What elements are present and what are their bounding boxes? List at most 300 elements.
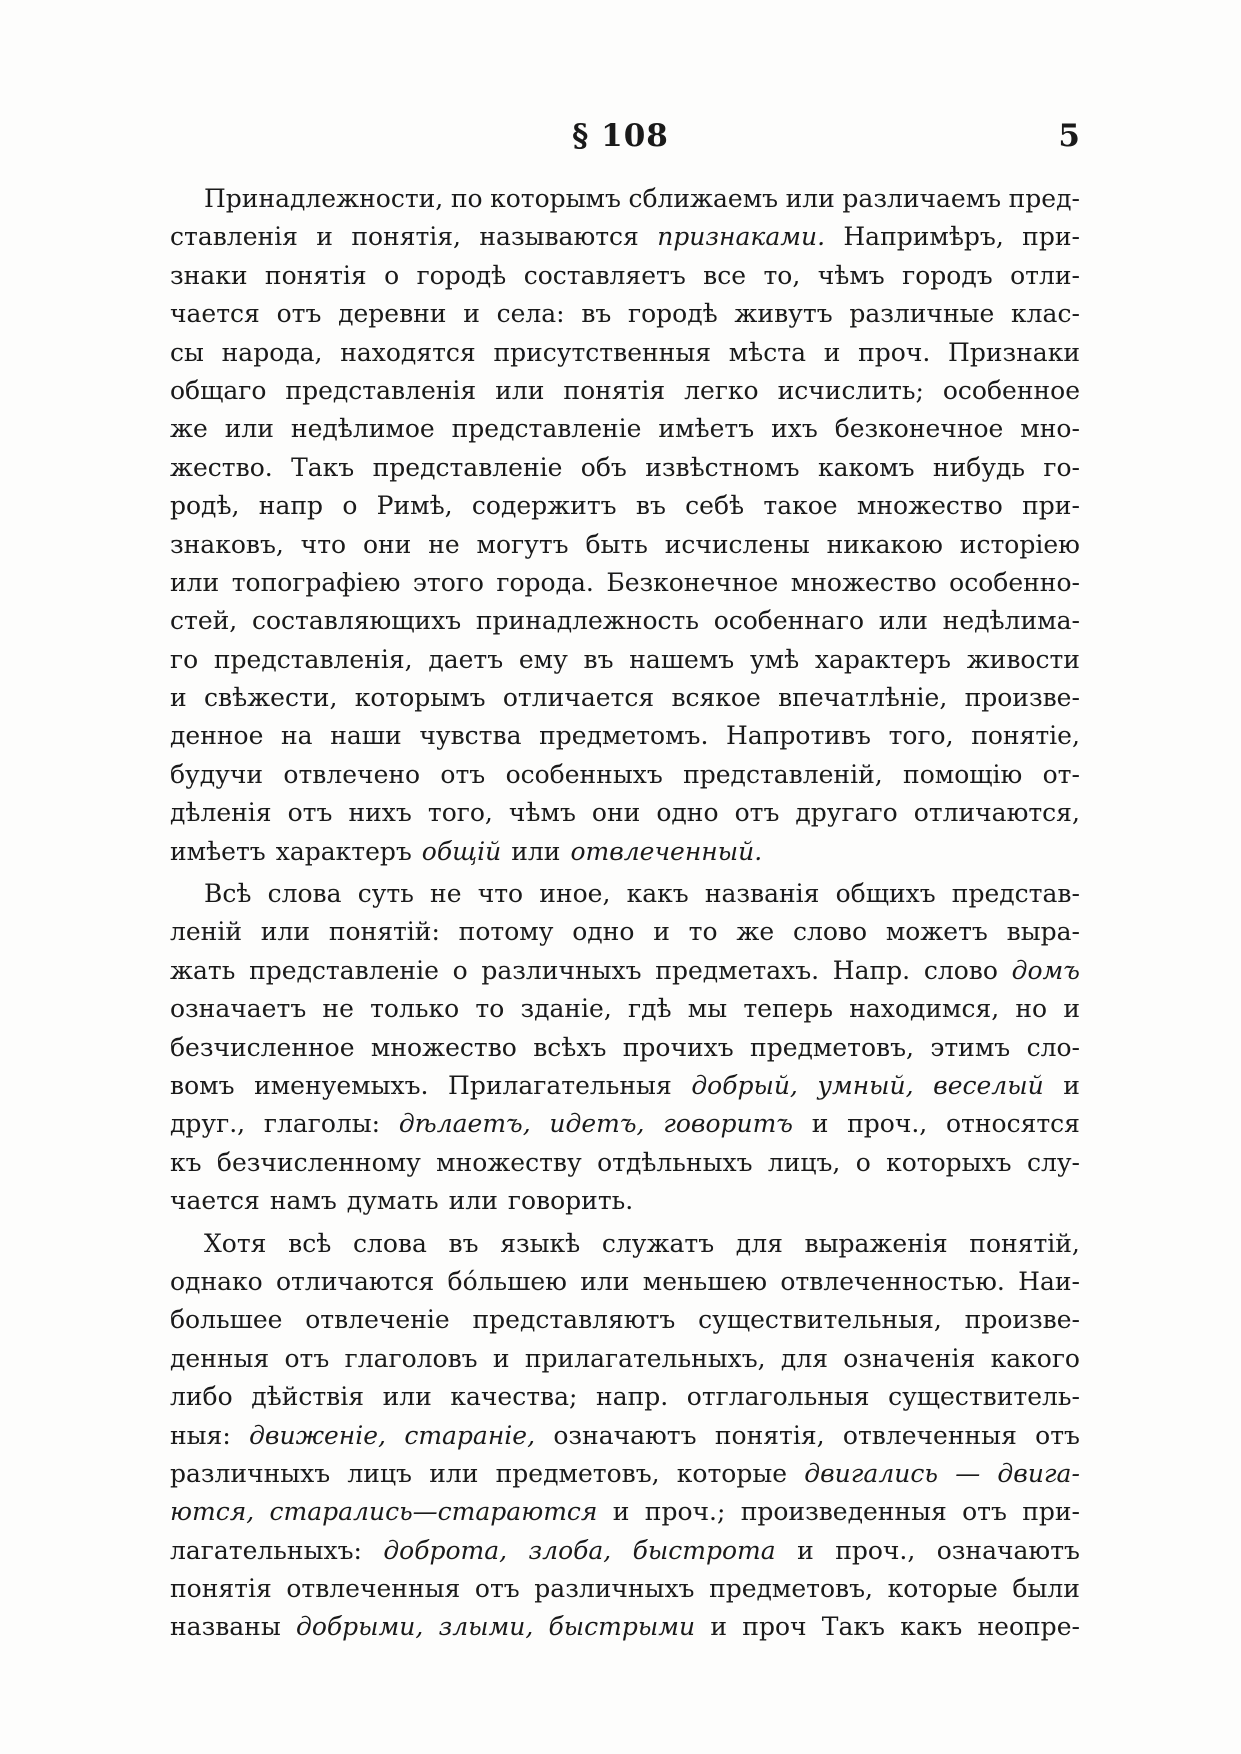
- text-line: [170, 1225, 1080, 1263]
- text-line: [170, 257, 1080, 295]
- word: вомъ: [170, 1070, 235, 1100]
- word: помощію: [903, 759, 1023, 789]
- word: этого: [412, 567, 484, 597]
- word: представленія: [285, 375, 477, 405]
- word: слу-: [1026, 1147, 1080, 1177]
- word: которые: [887, 1574, 998, 1604]
- text-line: [170, 564, 1080, 602]
- word: городѣ: [628, 299, 718, 329]
- word: безчисленное: [170, 1032, 355, 1062]
- word: отъ: [440, 759, 486, 789]
- text-line: [170, 794, 1080, 832]
- italic-word: добрый,: [691, 1070, 798, 1100]
- word: Всѣ: [204, 879, 252, 909]
- word: всѣ: [288, 1228, 332, 1258]
- word: и: [811, 1109, 829, 1139]
- word: представляютъ: [472, 1305, 676, 1335]
- word: чѣмъ: [817, 260, 885, 290]
- word: народа,: [221, 337, 323, 367]
- word: от-: [1042, 759, 1080, 789]
- word: и: [653, 917, 670, 947]
- word: въ: [583, 644, 614, 674]
- word: глаголы:: [263, 1109, 381, 1139]
- word: отвлеченныя: [842, 1420, 1017, 1450]
- word: денное: [170, 721, 264, 751]
- word: родѣ,: [170, 491, 240, 521]
- word: о: [384, 260, 400, 290]
- word: при-: [1022, 1497, 1080, 1527]
- italic-word: добрыми,: [296, 1612, 424, 1642]
- word: какъ: [626, 879, 689, 909]
- italic-word: доброта,: [383, 1535, 508, 1565]
- word: понятія: [264, 260, 367, 290]
- word: особеннаго: [713, 606, 865, 636]
- word: и: [797, 1535, 814, 1565]
- word: они: [591, 798, 641, 828]
- word: выра-: [1006, 917, 1080, 947]
- word: представленіе: [372, 452, 563, 482]
- text-line: [170, 526, 1080, 564]
- word: знаки: [170, 260, 248, 290]
- word: Напримѣръ,: [843, 222, 1004, 252]
- word: Принадлежности,: [204, 184, 444, 213]
- word: отличается: [502, 683, 655, 713]
- word: напр: [258, 491, 324, 521]
- word: и: [463, 299, 480, 329]
- word: лицъ: [347, 1458, 412, 1488]
- word: городъ: [902, 260, 993, 290]
- word: всѣхъ: [533, 1032, 607, 1062]
- word: дѣйствія: [251, 1382, 365, 1412]
- word: различныхъ: [170, 1458, 331, 1488]
- word: представленіе: [249, 955, 439, 985]
- text-line: [170, 180, 1080, 218]
- word: проч.: [858, 337, 931, 367]
- word: общихъ: [835, 879, 936, 909]
- word: исчислены: [664, 529, 810, 559]
- word: и: [710, 1612, 728, 1642]
- word: понятія: [170, 1574, 272, 1604]
- word: исторіею: [959, 529, 1080, 559]
- word: принадлежность: [475, 606, 699, 636]
- text-line: [170, 410, 1080, 448]
- text-line: [170, 1182, 1080, 1220]
- word: различаемъ: [842, 184, 1002, 213]
- word: ихъ: [771, 414, 818, 444]
- word: означенія: [843, 1343, 976, 1373]
- word: составляетъ: [523, 260, 686, 290]
- word: себѣ: [685, 491, 745, 521]
- word: то: [688, 917, 718, 947]
- word: которыхъ: [886, 1147, 1012, 1177]
- word: городѣ: [416, 260, 507, 290]
- word: стей,: [170, 606, 238, 636]
- word: наши: [330, 721, 402, 751]
- text-line: [170, 449, 1080, 487]
- text-line: [170, 1570, 1080, 1608]
- word: не: [428, 529, 460, 559]
- word: пред-: [1008, 184, 1080, 213]
- word: множество: [790, 567, 937, 597]
- word: этимъ: [930, 1032, 1011, 1062]
- word: нибудь: [932, 452, 1025, 482]
- paragraph: [170, 1225, 1080, 1647]
- word: были: [1012, 1574, 1080, 1604]
- word: мѣста: [728, 337, 806, 367]
- word: различныхъ: [481, 955, 642, 985]
- word: выраженія: [804, 1228, 948, 1258]
- word: для: [735, 1228, 783, 1258]
- italic-word: злыми,: [438, 1612, 534, 1642]
- word: какъ: [900, 1612, 963, 1642]
- word: относятся: [945, 1109, 1080, 1139]
- italic-word: старались—стараются: [269, 1497, 598, 1527]
- word: или: [878, 606, 928, 636]
- word: знаковъ,: [170, 529, 284, 559]
- word: характеръ: [275, 836, 412, 866]
- word: объ: [580, 452, 627, 482]
- word: никакою: [826, 529, 943, 559]
- word: находятся: [340, 337, 476, 367]
- word: отглагольныя: [686, 1382, 870, 1412]
- word: множество: [370, 1032, 517, 1062]
- text-line: [170, 1493, 1080, 1531]
- word: отъ: [276, 299, 322, 329]
- word: живости: [966, 644, 1080, 674]
- word: о: [855, 1147, 871, 1177]
- word: проч.;: [644, 1497, 726, 1527]
- word: въ: [448, 1228, 479, 1258]
- word: меньшею: [642, 1266, 768, 1296]
- word: ныя:: [170, 1420, 231, 1450]
- text-line: [170, 1532, 1080, 1570]
- word: отвлеченныя: [286, 1574, 461, 1604]
- word: впечатлѣніе,: [778, 683, 948, 713]
- word: только: [370, 994, 460, 1024]
- word: суть: [357, 879, 414, 909]
- italic-word: умный,: [817, 1070, 914, 1100]
- word: зданіе,: [520, 994, 612, 1024]
- word: отвлечено: [283, 759, 421, 789]
- word: отдѣльныхъ: [597, 1147, 753, 1177]
- word: какомъ: [817, 452, 915, 482]
- word: при-: [1022, 222, 1080, 252]
- word: Напротивъ: [726, 721, 871, 751]
- word: предметовъ,: [495, 1458, 660, 1488]
- word: слово: [792, 917, 868, 947]
- word: не: [322, 994, 354, 1024]
- word: безчисленному: [216, 1147, 421, 1177]
- word: напр.: [596, 1382, 669, 1412]
- word: то: [475, 994, 505, 1024]
- italic-word: злоба,: [528, 1535, 612, 1565]
- word: отличаются: [276, 1266, 435, 1296]
- word: но: [1015, 994, 1048, 1024]
- word: именуемыхъ.: [254, 1070, 429, 1100]
- word: общаго: [170, 375, 267, 405]
- word: и: [1063, 1070, 1080, 1100]
- word: особенное: [942, 375, 1080, 405]
- word: бóльшею: [447, 1266, 567, 1296]
- word: чается: [170, 299, 260, 329]
- word: предметовъ,: [709, 1574, 873, 1604]
- word: по: [450, 184, 483, 213]
- italic-word: дѣлаетъ,: [398, 1109, 531, 1139]
- word: произве-: [964, 1305, 1080, 1335]
- word: леній: [170, 917, 242, 947]
- word: жество.: [170, 452, 273, 482]
- paragraph: [170, 875, 1080, 1221]
- text-line: [170, 602, 1080, 640]
- italic-word: признаками.: [657, 222, 826, 252]
- word: имѣетъ: [658, 414, 755, 444]
- word: все: [703, 260, 747, 290]
- word: отвлеченностью.: [780, 1266, 1005, 1296]
- word: понятія,: [714, 1420, 825, 1450]
- word: или: [429, 1458, 479, 1488]
- word: и: [492, 1343, 510, 1373]
- text-line: [170, 717, 1080, 755]
- word: того,: [427, 798, 493, 828]
- text-line: [170, 1105, 1080, 1143]
- word: находимся,: [849, 994, 1000, 1024]
- word: которые: [676, 1458, 788, 1488]
- word: теперь: [743, 994, 834, 1024]
- text-line: [170, 1417, 1080, 1455]
- word: различные: [849, 299, 995, 329]
- word: предметомъ.: [539, 721, 709, 751]
- word: же: [170, 414, 208, 444]
- italic-word: общій: [421, 836, 502, 866]
- text-line: [170, 1378, 1080, 1416]
- word: отъ: [1035, 1420, 1080, 1450]
- text-line: [170, 334, 1080, 372]
- word: не: [430, 879, 462, 909]
- text-line: [170, 1067, 1080, 1105]
- word: означаетъ: [170, 994, 307, 1024]
- text-line: [170, 875, 1080, 913]
- word: качества;: [450, 1382, 578, 1412]
- word: въ: [581, 299, 612, 329]
- word: то,: [763, 260, 801, 290]
- word: представленіе: [451, 414, 642, 444]
- text-line: [170, 1301, 1080, 1339]
- word: намъ: [269, 1186, 337, 1216]
- word: и: [823, 337, 841, 367]
- word: понятія: [563, 375, 666, 405]
- word: или: [580, 1266, 630, 1296]
- paragraph: [170, 180, 1080, 871]
- section-number: § 108: [572, 118, 669, 154]
- text-line: [170, 756, 1080, 794]
- word: особенно-: [949, 567, 1080, 597]
- word: представленій,: [683, 759, 883, 789]
- italic-word: быстрота: [632, 1535, 776, 1565]
- word: или: [170, 567, 220, 597]
- word: для: [780, 1343, 828, 1373]
- word: потому: [458, 917, 554, 947]
- text-line: [170, 218, 1080, 256]
- word: въ: [635, 491, 666, 521]
- word: множество: [856, 491, 1003, 521]
- word: представленія,: [213, 644, 413, 674]
- word: одно: [572, 917, 635, 947]
- text-line: [170, 1263, 1080, 1301]
- word: особенныхъ: [505, 759, 663, 789]
- word: нашемъ: [629, 644, 735, 674]
- word: что: [477, 879, 524, 909]
- word: различныхъ: [534, 1574, 695, 1604]
- text-line: [170, 952, 1080, 990]
- word: отъ: [734, 798, 780, 828]
- word: отъ: [962, 1497, 1007, 1527]
- word: означаютъ: [553, 1420, 697, 1450]
- word: существитель-: [888, 1382, 1080, 1412]
- word: Такъ: [821, 1612, 885, 1642]
- word: прилагательныхъ,: [524, 1343, 766, 1373]
- word: ему: [518, 644, 568, 674]
- word: Прилагательныя: [448, 1070, 672, 1100]
- word: понятій:: [328, 917, 440, 947]
- word: неопре-: [977, 1612, 1080, 1642]
- word: отъ: [287, 798, 333, 828]
- page-number: 5: [1058, 118, 1080, 154]
- word: исчислить;: [777, 375, 924, 405]
- word: характеръ: [814, 644, 951, 674]
- word: названія: [704, 879, 820, 909]
- word: представ-: [951, 879, 1080, 909]
- word: города.: [496, 567, 594, 597]
- word: произве-: [964, 683, 1080, 713]
- word: предметовъ,: [750, 1032, 914, 1062]
- word: же: [736, 917, 775, 947]
- word: Такъ: [291, 452, 355, 482]
- italic-word: быстрыми: [548, 1612, 696, 1642]
- word: присутственныя: [493, 337, 712, 367]
- text-line: [170, 990, 1080, 1028]
- word: живутъ: [734, 299, 833, 329]
- text-line: [170, 487, 1080, 525]
- word: языкѣ: [500, 1228, 581, 1258]
- italic-word: домъ: [1011, 955, 1080, 985]
- word: или: [224, 414, 274, 444]
- italic-word: стараніе,: [404, 1420, 536, 1450]
- word: на: [281, 721, 313, 751]
- word: деревни: [338, 299, 447, 329]
- word: могутъ: [476, 529, 569, 559]
- word: глаголовъ: [344, 1343, 478, 1373]
- word: чается: [170, 1186, 260, 1216]
- word: отъ: [284, 1343, 330, 1373]
- word: недѣлима-: [942, 606, 1080, 636]
- word: произведенныя: [740, 1497, 947, 1527]
- word: другаго: [795, 798, 898, 828]
- word: при-: [1022, 491, 1080, 521]
- word: такое: [763, 491, 838, 521]
- word: существительныя,: [698, 1305, 942, 1335]
- word: называются: [479, 222, 639, 252]
- word: сы: [170, 337, 204, 367]
- word: слова: [267, 879, 342, 909]
- word: къ: [170, 1147, 202, 1177]
- word: даетъ: [428, 644, 504, 674]
- word: сближаемъ: [628, 184, 779, 213]
- word: предметахъ.: [655, 955, 820, 985]
- word: проч.,: [835, 1535, 916, 1565]
- word: гдѣ: [628, 994, 672, 1024]
- text-line: [170, 641, 1080, 679]
- word: Наи-: [1018, 1266, 1080, 1296]
- word: означаютъ: [936, 1535, 1080, 1565]
- word: Напр.: [832, 955, 911, 985]
- word: что: [300, 529, 347, 559]
- word: Хотя: [204, 1228, 267, 1258]
- text-line: [170, 1455, 1080, 1493]
- word: отли-: [1010, 260, 1080, 290]
- word: слова: [352, 1228, 427, 1258]
- word: понятіе,: [971, 721, 1080, 751]
- word: или: [785, 184, 835, 213]
- word: думать: [346, 1186, 439, 1216]
- word: лагательныхъ:: [170, 1535, 362, 1565]
- text-line: [170, 1144, 1080, 1182]
- word: умѣ: [749, 644, 800, 674]
- italic-word: —: [955, 1458, 981, 1488]
- word: иное,: [539, 879, 611, 909]
- word: отличаются,: [913, 798, 1080, 828]
- word: го-: [1043, 452, 1080, 482]
- word: лицъ,: [767, 1147, 841, 1177]
- word: понятій,: [969, 1228, 1080, 1258]
- word: составляющихъ: [251, 606, 462, 636]
- text-line: [170, 1029, 1080, 1067]
- word: или: [448, 1186, 498, 1216]
- text-line: [170, 372, 1080, 410]
- word: быть: [585, 529, 648, 559]
- word: либо: [170, 1382, 233, 1412]
- word: служатъ: [601, 1228, 715, 1258]
- word: проч: [742, 1612, 807, 1642]
- word: какого: [990, 1343, 1080, 1373]
- word: свѣжести,: [204, 683, 338, 713]
- word: будучи: [170, 759, 264, 789]
- word: го: [170, 644, 199, 674]
- word: или: [511, 836, 561, 866]
- text-line: [170, 1608, 1080, 1646]
- word: отвлеченіе: [305, 1305, 450, 1335]
- body-text: [170, 180, 1080, 1647]
- word: отъ: [474, 1574, 520, 1604]
- word: мы: [687, 994, 728, 1024]
- word: топографіею: [231, 567, 401, 597]
- italic-word: движеніе,: [249, 1420, 386, 1450]
- word: или: [382, 1382, 432, 1412]
- word: понятія,: [351, 222, 462, 252]
- word: денныя: [170, 1343, 270, 1373]
- word: и: [170, 683, 187, 713]
- word: села:: [496, 299, 565, 329]
- italic-word: идетъ,: [549, 1109, 645, 1139]
- word: жать: [170, 955, 236, 985]
- italic-word: двига-: [997, 1458, 1080, 1488]
- word: и: [1063, 994, 1080, 1024]
- text-line: [170, 833, 1080, 871]
- word: чувства: [419, 721, 522, 751]
- italic-word: ются,: [170, 1497, 255, 1527]
- word: безконечное: [834, 414, 1004, 444]
- text-line: [170, 1340, 1080, 1378]
- word: извѣстномъ: [645, 452, 800, 482]
